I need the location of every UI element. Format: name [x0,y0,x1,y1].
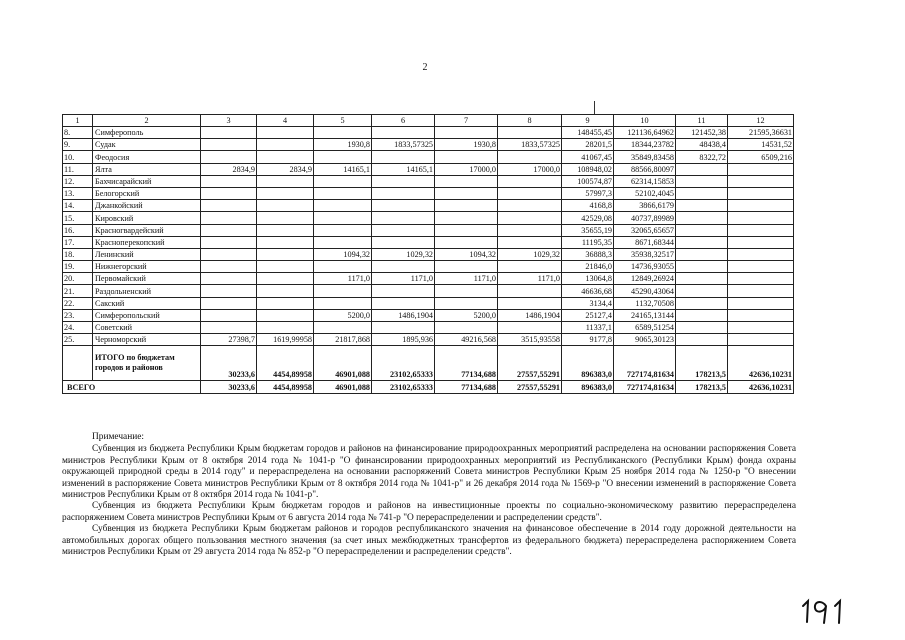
value-cell [314,151,372,163]
vsego-value: 896383,0 [562,381,614,393]
row-number: 25. [63,334,93,346]
value-cell: 88566,80097 [614,163,676,175]
itogo-value: 178213,5 [676,346,728,381]
value-cell [201,187,257,199]
value-cell [498,151,562,163]
value-cell [372,127,435,139]
value-cell: 13064,8 [562,273,614,285]
value-cell [728,200,794,212]
value-cell: 1833,57325 [372,139,435,151]
value-cell: 52102,4045 [614,187,676,199]
value-cell [676,163,728,175]
value-cell: 11195,35 [562,236,614,248]
value-cell: 35655,19 [562,224,614,236]
value-cell [435,285,498,297]
table-row [63,285,794,297]
value-cell [728,163,794,175]
itogo-value: 727174,81634 [614,346,676,381]
value-cell [201,175,257,187]
value-cell [676,322,728,334]
value-cell [201,139,257,151]
value-cell [257,248,314,260]
value-cell [728,285,794,297]
value-cell [372,297,435,309]
row-number: 10. [63,151,93,163]
value-cell [372,175,435,187]
value-cell [257,322,314,334]
value-cell [676,285,728,297]
page-number: 2 [422,62,428,73]
itogo-value: 42636,10231 [728,346,794,381]
value-cell: 45290,43064 [614,285,676,297]
itogo-value: 23102,65333 [372,346,435,381]
value-cell [498,200,562,212]
value-cell: 21846,0 [562,261,614,273]
value-cell [676,187,728,199]
vsego-value: 178213,5 [676,381,728,393]
value-cell [201,309,257,321]
value-cell [201,151,257,163]
itogo-value: 30233,6 [201,346,257,381]
value-cell [435,187,498,199]
value-cell [728,187,794,199]
value-cell: 3515,93558 [498,334,562,346]
vsego-value: 727174,81634 [614,381,676,393]
value-cell: 1029,32 [498,248,562,260]
value-cell [728,175,794,187]
value-cell [728,212,794,224]
value-cell: 48438,4 [676,139,728,151]
row-name: Ленинский [93,248,201,260]
table-row [63,212,794,224]
vsego-value: 4454,89958 [257,381,314,393]
value-cell: 1171,0 [314,273,372,285]
row-name: Красноперекопский [93,236,201,248]
table-row [63,127,794,139]
row-name: Бахчисарайский [93,175,201,187]
value-cell [728,236,794,248]
value-cell: 1171,0 [435,273,498,285]
value-cell [257,175,314,187]
value-cell: 21817,868 [314,334,372,346]
value-cell: 8322,72 [676,151,728,163]
header-cell: 7 [435,115,498,127]
value-cell [676,261,728,273]
value-cell: 27398,7 [201,334,257,346]
vsego-value: 46901,088 [314,381,372,393]
value-cell: 18344,23782 [614,139,676,151]
value-cell [201,273,257,285]
value-cell [372,224,435,236]
value-cell [257,212,314,224]
value-cell [498,175,562,187]
value-cell [257,187,314,199]
row-number: 21. [63,285,93,297]
value-cell [257,127,314,139]
value-cell [435,212,498,224]
value-cell [201,236,257,248]
value-cell: 8671,68344 [614,236,676,248]
value-cell [676,175,728,187]
row-name: Симферополь [93,127,201,139]
value-cell: 6589,51254 [614,322,676,334]
table-row [63,248,794,260]
value-cell [498,212,562,224]
notes-section [62,432,796,558]
table-row [63,139,794,151]
value-cell: 21595,36631 [728,127,794,139]
header-cell: 12 [728,115,794,127]
header-cell: 2 [93,115,201,127]
row-number: 9. [63,139,93,151]
value-cell [257,139,314,151]
value-cell [498,322,562,334]
row-number: 24. [63,322,93,334]
row-name: Кировский [93,212,201,224]
value-cell [201,297,257,309]
value-cell [728,224,794,236]
value-cell [728,334,794,346]
value-cell [498,261,562,273]
value-cell [676,334,728,346]
value-cell [257,309,314,321]
row-name: Красногвардейский [93,224,201,236]
table-row [63,273,794,285]
value-cell: 12849,26924 [614,273,676,285]
value-cell: 46636,68 [562,285,614,297]
value-cell: 11337,1 [562,322,614,334]
value-cell [314,187,372,199]
value-cell [314,224,372,236]
value-cell: 3134,4 [562,297,614,309]
value-cell: 14531,52 [728,139,794,151]
value-cell [372,151,435,163]
itogo-row [63,346,794,381]
itogo-value: 896383,0 [562,346,614,381]
row-name: Черноморский [93,334,201,346]
table-header-row [63,115,794,127]
header-cell: 8 [498,115,562,127]
value-cell [676,273,728,285]
value-cell: 1930,8 [435,139,498,151]
value-cell: 57997,3 [562,187,614,199]
value-cell: 2834,9 [201,163,257,175]
value-cell [201,127,257,139]
value-cell: 3866,6179 [614,200,676,212]
handwritten-page-number [797,596,853,626]
value-cell: 28201,5 [562,139,614,151]
vsego-value: 27557,55291 [498,381,562,393]
value-cell [435,236,498,248]
value-cell: 1930,8 [314,139,372,151]
vsego-value: 42636,10231 [728,381,794,393]
value-cell [676,248,728,260]
scan-mark [594,101,595,115]
value-cell [372,187,435,199]
itogo-value: 77134,688 [435,346,498,381]
value-cell: 14165,1 [314,163,372,175]
value-cell [257,285,314,297]
row-number: 13. [63,187,93,199]
value-cell: 9177,8 [562,334,614,346]
value-cell [201,248,257,260]
value-cell [676,297,728,309]
value-cell: 1029,32 [372,248,435,260]
value-cell: 148455,45 [562,127,614,139]
value-cell [257,297,314,309]
value-cell: 35938,32517 [614,248,676,260]
value-cell: 14736,93055 [614,261,676,273]
value-cell [314,322,372,334]
value-cell: 1171,0 [372,273,435,285]
row-number: 22. [63,297,93,309]
value-cell: 121136,64962 [614,127,676,139]
value-cell [498,187,562,199]
value-cell: 41067,45 [562,151,614,163]
row-number: 14. [63,200,93,212]
row-number: 12. [63,175,93,187]
itogo-value: 46901,088 [314,346,372,381]
value-cell: 17000,0 [498,163,562,175]
vsego-value: 77134,688 [435,381,498,393]
value-cell: 24165,13144 [614,309,676,321]
value-cell [201,261,257,273]
value-cell [314,127,372,139]
value-cell [676,212,728,224]
value-cell: 35849,83458 [614,151,676,163]
vsego-value: 23102,65333 [372,381,435,393]
value-cell [498,127,562,139]
value-cell: 1094,32 [435,248,498,260]
row-number: 19. [63,261,93,273]
value-cell [676,236,728,248]
value-cell [314,261,372,273]
value-cell [314,212,372,224]
value-cell: 1094,32 [314,248,372,260]
value-cell [728,261,794,273]
itogo-value: 4454,89958 [257,346,314,381]
value-cell: 9065,30123 [614,334,676,346]
row-number: 16. [63,224,93,236]
value-cell [498,224,562,236]
value-cell: 14165,1 [372,163,435,175]
value-cell: 49216,568 [435,334,498,346]
value-cell [257,273,314,285]
value-cell [257,224,314,236]
value-cell [728,297,794,309]
row-name: Судак [93,139,201,151]
value-cell [372,212,435,224]
value-cell: 1895,936 [372,334,435,346]
value-cell: 25127,4 [562,309,614,321]
row-number: 18. [63,248,93,260]
row-number: 11. [63,163,93,175]
value-cell [314,297,372,309]
value-cell [676,309,728,321]
row-name: Джанкойский [93,200,201,212]
table-row [63,151,794,163]
header-cell: 3 [201,115,257,127]
table-row [63,236,794,248]
row-number: 8. [63,127,93,139]
value-cell: 1171,0 [498,273,562,285]
value-cell [435,224,498,236]
value-cell: 1486,1904 [498,309,562,321]
row-name: Первомайский [93,273,201,285]
table-row [63,163,794,175]
value-cell: 6509,216 [728,151,794,163]
table-row [63,224,794,236]
itogo-value: 27557,55291 [498,346,562,381]
value-cell [314,175,372,187]
value-cell [372,200,435,212]
value-cell: 108948,02 [562,163,614,175]
value-cell [498,297,562,309]
value-cell [435,261,498,273]
value-cell: 17000,0 [435,163,498,175]
row-name: Симферопольский [93,309,201,321]
value-cell: 62314,15853 [614,175,676,187]
header-cell: 6 [372,115,435,127]
value-cell: 42529,08 [562,212,614,224]
value-cell [314,236,372,248]
value-cell [728,273,794,285]
value-cell: 121452,38 [676,127,728,139]
row-name: Нижнегорский [93,261,201,273]
value-cell: 1132,70508 [614,297,676,309]
value-cell [314,285,372,297]
value-cell [435,175,498,187]
row-name: Советский [93,322,201,334]
value-cell: 1486,1904 [372,309,435,321]
header-cell: 4 [257,115,314,127]
table-row [63,309,794,321]
value-cell: 40737,89989 [614,212,676,224]
value-cell: 36888,3 [562,248,614,260]
value-cell [498,236,562,248]
header-cell: 9 [562,115,614,127]
row-name: Феодосия [93,151,201,163]
value-cell [435,151,498,163]
value-cell: 100574,87 [562,175,614,187]
row-number: 23. [63,309,93,321]
row-number: 15. [63,212,93,224]
value-cell [372,322,435,334]
note-paragraph-3: Субвенция из бюджета Республики Крым бюджетам районов и городов республиканского значения на финансовое обеспечение в 2014 году дорожной деятельности на автомобильных дорогах общего пользования местного значения (за счет иных межбюджетных трансфертов из федерального бюджета) перераспределена распоряжением Совета министров Республики Крым от 29 августа 2014 года № 852-р "О перераспределении и распределении средств". [62,524,796,558]
table-row [63,334,794,346]
note-paragraph-1: Субвенция из бюджета Республики Крым бюджетам городов и районов на финансирование природоохранных мероприятий распределена на основании распоряжения Совета министров Республики Крым от 8 октября 2014 года № 1041-р "О финансировании природоохранных мероприятий из Республиканского (Республики Крым) фонда охраны окружающей природной среды в 2014 году" и перераспределена на основании распоряжений Совета министров Республики Крым 25 ноября 2014 года № 1250-р "О внесении изменений в распоряжение Совета министров Республики Крым от 8 октября 2014 года № 1041-р" и 26 декабря 2014 года № 1569-р "О внесении изменений в распоряжение Совета министров Республики Крым от 8 октября 2014 года № 1041-р". [62,444,796,501]
header-cell: 11 [676,115,728,127]
notes-heading: Примечание: [92,432,145,442]
itogo-index-cell [63,346,93,381]
header-cell: 5 [314,115,372,127]
value-cell [498,285,562,297]
header-cell: 1 [63,115,93,127]
value-cell [314,200,372,212]
row-name: Сакский [93,297,201,309]
value-cell [201,212,257,224]
value-cell [201,200,257,212]
value-cell [372,236,435,248]
value-cell: 4168,8 [562,200,614,212]
row-name: Ялта [93,163,201,175]
value-cell: 2834,9 [257,163,314,175]
row-number: 20. [63,273,93,285]
value-cell: 32065,65657 [614,224,676,236]
row-name: Белогорский [93,187,201,199]
value-cell: 1833,57325 [498,139,562,151]
value-cell [257,236,314,248]
value-cell [257,151,314,163]
row-name: Раздольненский [93,285,201,297]
value-cell [728,309,794,321]
value-cell [201,224,257,236]
table-row [63,261,794,273]
value-cell [372,261,435,273]
value-cell [728,322,794,334]
vsego-row [63,381,794,393]
header-cell: 10 [614,115,676,127]
table-row [63,175,794,187]
value-cell [676,224,728,236]
value-cell [201,322,257,334]
table-row [63,200,794,212]
row-number: 17. [63,236,93,248]
value-cell [435,200,498,212]
value-cell: 1619,99958 [257,334,314,346]
value-cell [728,248,794,260]
itogo-label: ИТОГО по бюджетам городов и районов [93,346,201,381]
value-cell [435,127,498,139]
value-cell [372,285,435,297]
table-row [63,187,794,199]
value-cell [435,322,498,334]
table-row [63,297,794,309]
budget-table [62,114,794,394]
vsego-value: 30233,6 [201,381,257,393]
table-row [63,322,794,334]
value-cell: 5200,0 [435,309,498,321]
value-cell [435,297,498,309]
value-cell [676,200,728,212]
value-cell [257,261,314,273]
vsego-label: ВСЕГО [63,381,201,393]
value-cell [201,285,257,297]
value-cell [257,200,314,212]
value-cell: 5200,0 [314,309,372,321]
note-paragraph-2: Субвенция из бюджета Республики Крым бюджетам городов и районов на инвестиционные проекты по социально-экономическому развитию перераспределена распоряжением Совета министров Республики Крым от 6 августа 2014 года № 741-р "О перераспределении и распределении средств". [62,501,796,523]
